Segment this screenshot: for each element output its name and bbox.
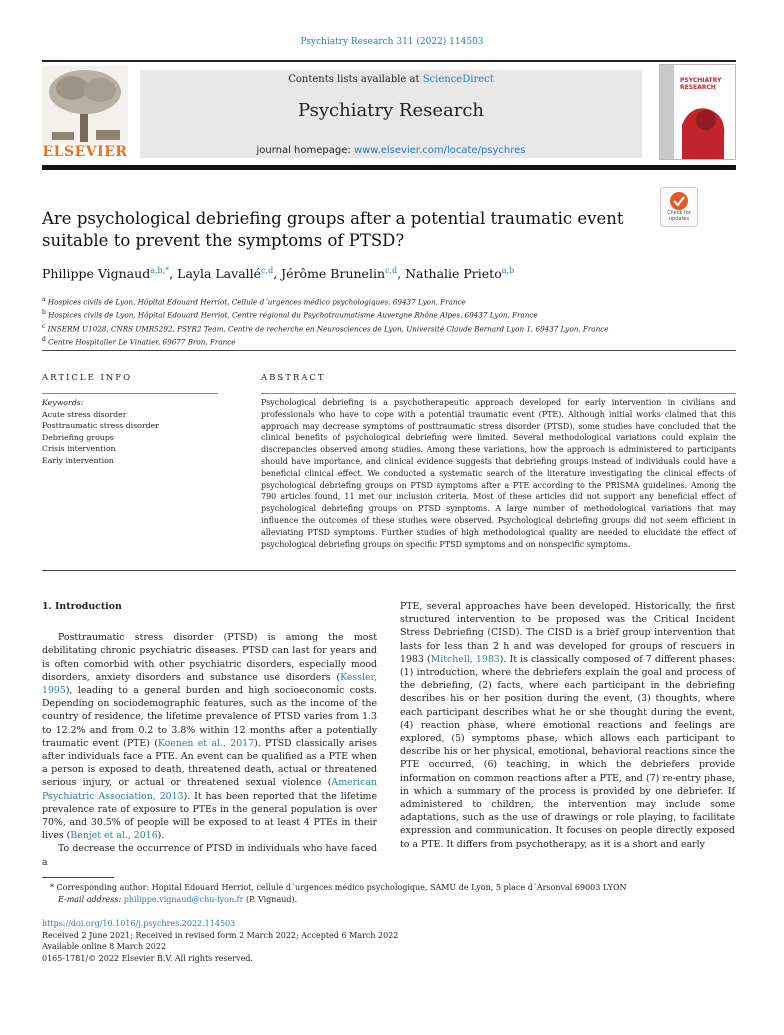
- citation-link[interactable]: Benjet et al., 2016: [70, 830, 158, 842]
- body-column-right: [400, 600, 735, 851]
- contents-line: [140, 74, 642, 85]
- footnote-rule: [42, 877, 114, 878]
- contents-prefix: Contents lists available at: [288, 74, 420, 85]
- keywords-block: [42, 397, 159, 466]
- email-line: E-mail address: philippe.vignaud@chu-lyon.fr (P. Vignaud).: [58, 894, 298, 904]
- keyword-item: Posttraumatic stress disorder: [42, 421, 159, 430]
- copyright: 0165-1781/© 2022 Elsevier B.V. All rights reserved.: [42, 953, 253, 963]
- abstract-text: Psychological debriefing is a psychotherapeutic approach developed for early intervention in civilians and professionals who have to cope with a potential traumatic event (PTE). Although initial works claimed that this approach may decrease symptoms of posttraumatic stress disorder (PTSD), some studies have concluded that the clinical benefits of psychological debriefing were limited. Several methodological variations could explain the discrepancies observed among studies. Among these variations, how the approach is administered to participants should have importance, and clinical evidence suggests that debriefing groups instead of individuals could have a beneficial clinical effect. We conducted a systematic search of the literature investigating the clinical effects of psychological debriefing groups on PTSD symptoms after a PTE according to the PRISMA guidelines. Among the 790 articles found, 11 met our inclusion criteria. Most of these articles did not support any beneficial effect of psychological debriefing groups on PTSD symptoms. A large number of methodological variations that may influence the outcomes of these studies were observed. Psychological debriefing groups did not seem efficient in alleviating PTSD symptoms. Further studies of high methodological quality are needed to elucidate the effect of psychological debriefing groups on specific PTSD symptoms and on nonspecific symptoms.: [261, 398, 736, 549]
- author-name[interactable]: Layla Lavallé: [177, 266, 262, 282]
- cover-title-1: PSYCHIATRY: [680, 77, 722, 84]
- journal-cover-thumbnail[interactable]: [659, 64, 736, 160]
- author-name[interactable]: Jérôme Brunelin: [281, 266, 385, 282]
- journal-title[interactable]: Psychiatry Research: [297, 100, 485, 121]
- paragraph: Posttraumatic stress disorder (PTSD) is among the most debilitating chronic psychiatric diseases. PTSD can last for years and is often comorbid with other psychiatric disorders, especially mood disorders, anxiety disorders and substance use disorders (Kessler, 1995), leading to a general burden and high socioeconomic costs. Depending on sociodemographic features, such as the income of the country of residence, the lifetime prevalence of PTSD varies from 1.3 to 12.2% and from 0.2 to 3.8% within 12 months after a potentially traumatic event (PTE) (Koenen et al., 2017). PTSD classically arises after individuals face a PTE. An event can be qualified as a PTE when a person is exposed to death, threatened death, actual or threatened serious injury, or actual or threatened sexual violence (American Psychiatric Association, 2013). It has been reported that the lifetime prevalence rate of exposure to PTEs in the general population is over 70%, and 30.5% of people will be exposed to at least 4 PTEs in their lives (Benjet et al., 2016).: [42, 632, 377, 842]
- affiliations: [42, 294, 742, 348]
- keyword-item: Debriefing groups: [42, 432, 114, 442]
- corresponding-author: * Corresponding author: Hopital Edouard Herriot, cellule d´urgences médico psychologique, SAMU de Lyon, 5 place d´Arsonval 69003 LYON: [50, 883, 627, 892]
- cover-title: [680, 77, 721, 91]
- keywords-label: Keywords:: [42, 398, 84, 407]
- article-info-heading: ARTICLE INFO: [42, 373, 133, 383]
- received-dates: Received 2 June 2021; Received in revised form 2 March 2022; Accepted 6 March 2022: [42, 930, 399, 940]
- section-rule: [42, 570, 736, 571]
- email-link[interactable]: philippe.vignaud@chu-lyon.fr: [123, 894, 244, 904]
- section-heading: 1. Introduction: [42, 601, 122, 612]
- citation-link[interactable]: Koenen et al., 2017: [157, 737, 255, 749]
- article-info-rule: [42, 393, 218, 394]
- homepage-prefix: journal homepage:: [256, 145, 351, 156]
- keyword-item: Crisis intervention: [42, 444, 116, 453]
- affiliation-item: $^c$ INSERM U1028, CNRS UMR5292, PSYR2 Team, Centre de recherche en Neurosciences de Lyon, Université Claude Bernard Lyon 1, 69437 Lyon, France: [42, 322, 609, 334]
- journal-reference[interactable]: Psychiatry Research 311 (2022) 114503: [300, 37, 484, 47]
- sciencedirect-link[interactable]: ScienceDirect: [422, 74, 494, 85]
- abstract-heading: ABSTRACT: [261, 373, 326, 383]
- section-rule: [42, 350, 736, 351]
- keyword-item: Acute stress disorder: [42, 409, 127, 419]
- abstract-rule: [261, 393, 736, 394]
- paragraph: To decrease the occurrence of PTSD in individuals who have faced a: [42, 843, 377, 868]
- homepage-link[interactable]: www.elsevier.com/locate/psychres: [353, 145, 526, 156]
- author-affiliation-sup[interactable]: c,d: [385, 266, 398, 275]
- author-name[interactable]: Philippe Vignaud: [42, 266, 151, 282]
- publication-info: [42, 918, 398, 964]
- affiliation-item: $^b$ Hospices civils de Lyon, Hôpital Edouard Herriot, Centre régional du Psychotraumatisme Auvergne Rhône Alpes, 69437 Lyon, France: [42, 309, 538, 320]
- homepage-line: [140, 145, 642, 156]
- top-rule: [42, 60, 736, 62]
- citation-link[interactable]: Kessler, 1995: [42, 671, 377, 697]
- online-date: Available online 8 March 2022: [42, 942, 167, 951]
- body-column-left: [42, 600, 377, 869]
- header-thick-rule: [42, 165, 736, 170]
- elsevier-wordmark: ELSEVIER: [42, 144, 128, 160]
- citation-link[interactable]: Mitchell, 1983: [430, 653, 500, 665]
- footnote: [42, 882, 736, 905]
- title-line-1: Are psychological debriefing groups after a potential traumatic event: [42, 209, 624, 228]
- check-for-updates-badge[interactable]: [660, 187, 698, 227]
- affiliation-item: $^d$ Centre Hospitalier Le Vinatier, 69677 Bron, France: [42, 336, 236, 347]
- keyword-item: Early intervention: [42, 455, 114, 465]
- journal-banner: [140, 70, 642, 158]
- author-affiliation-sup[interactable]: a,b: [501, 266, 515, 275]
- article-title: [42, 208, 632, 252]
- author-affiliation-sup[interactable]: c,d: [261, 266, 274, 275]
- affiliation-item: $^a$ Hospices civils de Lyon, Hôpital Edouard Herriot, Cellule d´urgences médico psychologiques, 69437 Lyon, France: [42, 296, 466, 307]
- title-line-2: suitable to prevent the symptoms of PTSD?: [42, 231, 405, 250]
- check-updates-text: Check for updates: [667, 210, 691, 222]
- paragraph: PTE, several approaches have been developed. Historically, the first structured intervention to be proposed was the Critical Incident Stress Debriefing (CISD). The CISD is a brief group intervention that lasts for less than 2 h and was developed for groups of rescuers in 1983 (Mitchell, 1983). It is classically composed of 7 different phases: (1) introduction, where the debriefers explain the goal and process of the debriefing, (2) facts, where each participant in the debriefing describes his or her position during the event, (3) thoughts, where each participant describes what he or she thought during the event, (4) reaction phase, where emotional reactions and feelings are explored, (5) symptoms phase, which allows each participant to describe his or her physical, emotional, behavioral reactions since the PTE occurred, (6) teaching, in which the debriefers provide information on common reactions after a PTE, and (7) re-entry phase, in which a summary of the process is provided by one debriefer. If administered to children, the intervention may include some adaptations, such as the use of drawings or role playing, to facilitate expression and communication. It focuses on people directly exposed to a PTE. It differs from psychotherapy, as it is a short and early: [400, 601, 735, 850]
- citation-link[interactable]: American Psychiatric Association, 2013: [42, 777, 377, 802]
- author-list: Philippe Vignaud$^{a,b,*}$, Layla Lavallé$^{c,d}$, Jérôme Brunelin$^{c,d}$, Nathalie Prieto$^{a,b}$: [42, 266, 515, 282]
- doi-link[interactable]: https://doi.org/10.1016/j.psychres.2022.114503: [42, 919, 236, 928]
- author-affiliation-sup[interactable]: a,b,*: [150, 266, 170, 275]
- author-name[interactable]: Nathalie Prieto: [405, 266, 502, 282]
- cover-title-2: RESEARCH: [680, 84, 716, 91]
